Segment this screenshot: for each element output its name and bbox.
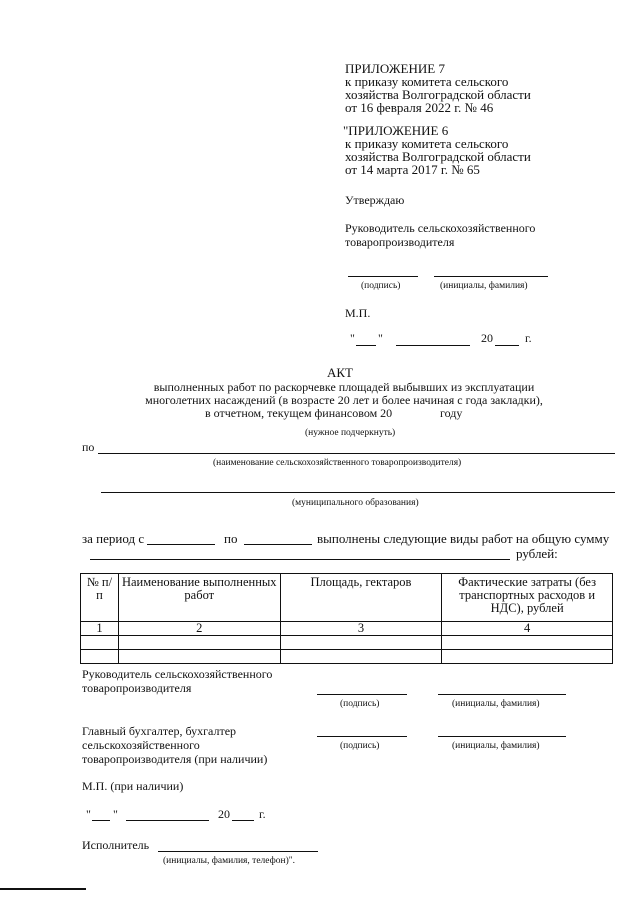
table-cell[interactable]	[118, 650, 280, 664]
sign-day-line[interactable]	[92, 820, 110, 821]
sign-acct-line2: сельскохозяйственного	[82, 738, 200, 752]
acct-initials-caption: (инициалы, фамилия)	[452, 741, 540, 751]
sign-stamp: М.П. (при наличии)	[82, 779, 184, 793]
works-table	[80, 573, 613, 664]
sign-month-line[interactable]	[126, 820, 209, 821]
table-cell[interactable]	[81, 650, 119, 664]
period-from-line[interactable]	[147, 544, 215, 545]
approval-year-prefix: 20	[481, 331, 493, 345]
approval-year-suffix: г.	[525, 331, 532, 345]
sign-date-quote-close: "	[113, 807, 118, 821]
rubles-label: рублей:	[516, 546, 558, 561]
head-signature-line[interactable]	[317, 694, 407, 695]
header-works: Наименование выполненных работ	[118, 574, 280, 622]
header-number: № п/п	[81, 574, 119, 622]
act-line2: многолетних насаждений (в возрасте 20 лет и более начиная с года закладки),	[145, 393, 543, 407]
sign-year-suffix: г.	[259, 807, 266, 821]
period-to-line[interactable]	[244, 544, 312, 545]
period-to-label: по	[224, 531, 238, 546]
act-title: АКТ	[327, 365, 353, 380]
sign-acct-line3: товаропроизводителя (при наличии)	[82, 752, 268, 766]
approval-date-quote-close: "	[378, 331, 383, 345]
executor-line[interactable]	[158, 851, 318, 852]
approval-initials-caption: (инициалы, фамилия)	[440, 281, 528, 291]
table-cell[interactable]	[118, 636, 280, 650]
works-text: выполнены следующие виды работ на общую сумму	[317, 531, 610, 546]
acct-initials-line[interactable]	[438, 736, 566, 737]
appendix-7-line3: от 16 февраля 2022 г. № 46	[345, 100, 494, 115]
table-cell[interactable]	[280, 650, 442, 664]
approval-initials-line[interactable]	[434, 276, 548, 277]
approval-signature-line[interactable]	[348, 276, 418, 277]
sign-acct-line1: Главный бухгалтер, бухгалтер	[82, 724, 237, 738]
header-area: Площадь, гектаров	[280, 574, 442, 622]
appendix-7-line2: хозяйства Волгоградской области	[345, 87, 531, 102]
municipality-caption: (муниципального образования)	[292, 498, 419, 508]
table-cell[interactable]	[442, 636, 613, 650]
approval-signature-caption: (подпись)	[361, 281, 401, 291]
sign-head-line1: Руководитель сельскохозяйственного	[82, 667, 273, 681]
table-cell[interactable]	[442, 650, 613, 664]
approval-date-quote-open: "	[350, 331, 355, 345]
appendix-6-line3: от 14 марта 2017 г. № 65	[345, 162, 480, 177]
approval-day-line[interactable]	[356, 345, 376, 346]
col-number-2: 2	[118, 622, 280, 636]
table-cell[interactable]	[280, 636, 442, 650]
col-number-3: 3	[280, 622, 442, 636]
executor-label: Исполнитель	[82, 838, 150, 852]
footnote-separator	[0, 888, 86, 890]
head-initials-caption: (инициалы, фамилия)	[452, 699, 540, 709]
period-from-label: за период с	[82, 531, 145, 546]
sign-date-quote-open: "	[86, 807, 91, 821]
sum-line[interactable]	[90, 559, 510, 560]
appendix-6-title: "ПРИЛОЖЕНИЕ 6	[343, 123, 449, 138]
executor-caption: (инициалы, фамилия, телефон)".	[163, 856, 296, 866]
appendix-6-line1: к приказу комитета сельского	[345, 136, 509, 151]
producer-caption: (наименование сельскохозяйственного товаропроизводителя)	[213, 458, 462, 468]
sign-year-line[interactable]	[232, 820, 254, 821]
producer-name-line[interactable]	[98, 453, 615, 454]
table-number-row	[81, 622, 613, 636]
table-row[interactable]	[81, 636, 613, 650]
po-label: по	[82, 440, 95, 454]
act-line3-b: году	[440, 406, 463, 420]
municipality-line[interactable]	[101, 492, 615, 493]
sign-year-prefix: 20	[218, 807, 230, 821]
approval-head-line1: Руководитель сельскохозяйственного	[345, 221, 536, 235]
header-costs: Фактические затраты (без транспортных расходов и НДС), рублей	[442, 574, 613, 622]
sign-head-line2: товаропроизводителя	[82, 681, 192, 695]
approval-month-line[interactable]	[396, 345, 470, 346]
col-number-4: 4	[442, 622, 613, 636]
head-initials-line[interactable]	[438, 694, 566, 695]
appendix-7-line1: к приказу комитета сельского	[345, 74, 509, 89]
table-header-row	[81, 574, 613, 622]
table-cell[interactable]	[81, 636, 119, 650]
approval-stamp: М.П.	[345, 306, 371, 320]
approve-label: Утверждаю	[345, 193, 405, 207]
approval-head-line2: товаропроизводителя	[345, 235, 455, 249]
appendix-7-title: ПРИЛОЖЕНИЕ 7	[345, 61, 445, 76]
appendix-6-line2: хозяйства Волгоградской области	[345, 149, 531, 164]
act-line3-a: в отчетном, текущем финансовом 20	[205, 406, 393, 420]
table-row[interactable]	[81, 650, 613, 664]
approval-year-line[interactable]	[495, 345, 519, 346]
underline-note: (нужное подчеркнуть)	[305, 428, 396, 438]
head-signature-caption: (подпись)	[340, 699, 380, 709]
acct-signature-caption: (подпись)	[340, 741, 380, 751]
acct-signature-line[interactable]	[317, 736, 407, 737]
col-number-1: 1	[81, 622, 119, 636]
act-line1: выполненных работ по раскорчевке площадей выбывших из эксплуатации	[153, 380, 535, 394]
